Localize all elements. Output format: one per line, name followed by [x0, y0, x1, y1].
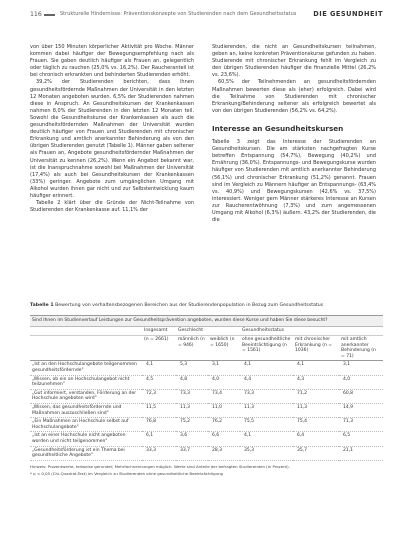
table-cell: 33,3: [142, 446, 176, 460]
table-row-label: „Ist an einer Hochschule nicht angeboten worden und nicht teilgenommen": [30, 432, 142, 446]
table-cell: 3,1: [208, 361, 240, 375]
table-cell: 76,2: [208, 418, 240, 432]
table-row: [30, 403, 383, 417]
table-cell: 71,2: [293, 389, 339, 403]
table-cell: 4,5: [142, 375, 176, 389]
table-cell: 6,5: [339, 432, 383, 446]
table-row-label: „Wissen, das gesundheitsfördernde und Maßnahmen auszuschließen sind": [30, 403, 142, 417]
table-cell: 11,3: [293, 403, 339, 417]
table-subheader: ohne gesundheitliche Beeinträchtigung (n = 1561): [240, 336, 293, 361]
table-cell: 75,2: [176, 418, 208, 432]
table-header-gender: Geschlecht: [176, 327, 240, 336]
table-cell: 11,3: [240, 403, 293, 417]
table-cell: 11,0: [208, 403, 240, 417]
table-cell: 28,3: [208, 446, 240, 460]
table-footnote: * p < 0,05 (Chi-Quadrat-Test) im Vergleich zu Studierenden ohne gesundheitliche Beeinträchtigung: [30, 471, 224, 476]
table-cell: 14,9: [339, 403, 383, 417]
table-cell: 73,3: [176, 389, 208, 403]
table-note: Hinweis: Prozentwerte, teilweise gerundet; Mehrfachnennungen möglich. Werte sind Anteile der befragten Studierenden (in Prozent).: [30, 464, 290, 469]
table-caption-text: Bewertung von verhaltensbezogenen Bereichen aus der Studierendenpopulation in Bezug zum Gesundheitsstatus: [55, 303, 324, 308]
table-row: [30, 446, 383, 460]
body-paragraph: Tabelle 2 klärt über die Gründe der Nicht-Teilnahme von Studierenden der Krankenkasse auf. 11,1% der: [30, 200, 194, 214]
table-cell: 4,1: [240, 432, 293, 446]
header-rule: [44, 14, 55, 16]
section-heading: Interesse an Gesundheitskursen: [212, 123, 344, 133]
table-group-header: [30, 327, 383, 336]
body-paragraph: Studierenden, die nicht an Gesundheitskursen teilnahmen, geben an, keine konkreten Präventionskurse gefunden zu haben. Studierende mit chronischer Erkrankung fehlt im Vergleich zu den übrigen Studierenden häufiger die finanzielle Mittel (26,2% vs. 23,6%).: [212, 44, 376, 79]
table-cell: 4,3: [293, 375, 339, 389]
journal-logo: DIE GESUNDHEIT: [313, 10, 383, 18]
table-row: [30, 432, 383, 446]
table-question-row: [30, 316, 383, 327]
table-cell: 4,0: [208, 375, 240, 389]
table-cell: 4,1: [293, 361, 339, 375]
table-cell: 4,8: [176, 375, 208, 389]
table-body: [30, 361, 383, 460]
running-header: [30, 10, 383, 24]
body-paragraph: 60,5% der Teilnehmenden an gesundheitsfördernden Maßnahmen bewerten diese als (eher) erfolgreich. Dabei wird die Teilnahme von Studierenden mit chronischer Erkrankung/Behinderung seltener als erfolgreich bewertet als von den übrigen Studierenden (56,2% vs. 64,2%).: [212, 79, 376, 114]
table-subheader: männlich (n = 946): [176, 336, 208, 361]
running-title: Strukturelle Hindernisse: Präventionskonzepte von Studierenden nach dem Gesundheitsstatus: [60, 11, 297, 17]
table-row-label: „Gesundheitsförderung ist ein Thema bei gesundheitliche Angebote": [30, 446, 142, 460]
table-cell: 71,3: [339, 418, 383, 432]
table-cell: 76,8: [142, 418, 176, 432]
table-cell: 75,4: [293, 418, 339, 432]
table-cell: 4,1: [240, 361, 293, 375]
table-cell: 21,1: [339, 446, 383, 460]
table-row: [30, 361, 383, 375]
table-cell: 11,5: [142, 403, 176, 417]
table-cell: 73,4: [208, 389, 240, 403]
table-row-label: „Ein Maßnahmen an Hochschule selbst auf Hochschulangebote": [30, 418, 142, 432]
table-row-label: „Ist an den Hochschulangebote teilgenommen gesundheitsfördernde": [30, 361, 142, 375]
table-cell: 6,4: [293, 432, 339, 446]
table-stub-header: [30, 327, 142, 336]
table-cell: 6,6: [208, 432, 240, 446]
table-cell: 75,5: [240, 418, 293, 432]
table-row: [30, 389, 383, 403]
body-paragraph: 39,2% der Studierenden berichten, dass ihnen gesundheitsfördernde Maßnahmen der Universität in den letzten 12 Monaten angeboten wurden. 6,5% der Studierenden nahmen diese in Anspruch. An Gesundheitskursen der Krankenkassen nahmen 8,0% der Studierenden in den letzten 12 Monaten teil. Sowohl die Gesundheitskurse der Krankenkassen als auch die gesundheitsfördernden Maßnahmen der Universität wurden deutlich häufiger von Frauen und Studierenden mit chronischer Erkrankung und amtlich anerkannter Behinderung als von den übrigen Studierenden genutzt (Tabelle 1). Männer gaben seltener als Frauen an, Angebote gesundheitsfördernder Maßnahmen der Universität zu kennen (26,2%). Wenn ein Angebot bekannt war, ist die Inanspruchnahme sowohl bei Maßnahmen der Universität (17,4%) als auch bei Gesundheitskursen der Krankenkassen (33%) geringer. Angebote zum umgänglichen Umgang mit Alkohol wurden ihnen gar nicht und zur Selbstentwicklung kaum häufiger erinnert.: [30, 79, 194, 199]
left-column: [30, 44, 194, 214]
table-cell: 5,3: [176, 361, 208, 375]
table-header-health: Gesundheitsstatus: [240, 327, 383, 336]
table-caption: [30, 303, 383, 308]
table-subheader: (n = 2661): [142, 336, 176, 361]
table-row-label: „Wissen, ob ein an Hochschulangebot nicht teilzunehmen": [30, 375, 142, 389]
table-header-total: Insgesamt: [142, 327, 176, 336]
table-label: Tabelle 1: [30, 303, 54, 308]
table-sub-header: [30, 336, 383, 361]
table-cell: 4,4: [240, 375, 293, 389]
table-subheader: mit amtlich anerkannter Behinderung (n = 71): [339, 336, 383, 361]
table-subheader: weiblich (n = 1650): [208, 336, 240, 361]
page-number: 116: [30, 11, 42, 18]
table-cell: 60,8: [339, 389, 383, 403]
table-row-label: „Gut informiert, verstanden, Förderung an der Hochschule angeboten wird": [30, 389, 142, 403]
table-cell: 11,3: [176, 403, 208, 417]
table-cell: 35,3: [240, 446, 293, 460]
table-cell: 3,1: [339, 361, 383, 375]
table-cell: 72,3: [142, 389, 176, 403]
table-row: [30, 418, 383, 432]
table-cell: 3,6: [176, 432, 208, 446]
table-subheader: mit chronischer Erkrankung (n = 1036): [293, 336, 339, 361]
body-paragraph: von über 150 Minuten körperlicher Aktivität pro Woche. Männer kommen dabei häufiger der Bewegungsempfehlung nach als Frauen. Sie gaben deutlich häufiger als Frauen an, gelegentlich oder täglich zu rauchen (25,0% vs. 16,2%). Der Raucheranteil ist bei chronisch erkrankten und behinderten Studierenden erhöht.: [30, 44, 194, 79]
table-cell: 33,7: [176, 446, 208, 460]
table-row: [30, 375, 383, 389]
right-column: [212, 44, 376, 224]
table-cell: 73,3: [240, 389, 293, 403]
table-question: Sind Ihnen im Studienverlauf Leistungen zur Gesundheitsprävention angeboten, wurden diese Kurse und haben Sie diese besucht?: [30, 316, 383, 327]
results-table: [30, 315, 383, 461]
table-stub-header: [30, 336, 142, 361]
table-cell: 35,7: [293, 446, 339, 460]
table-cell: 4,1: [142, 361, 176, 375]
table-cell: 6,1: [142, 432, 176, 446]
body-paragraph: Tabelle 3 zeigt das Interesse der Studierenden an Gesundheitskursen. Die am stärksten nachgefragten Kurse betreffen Entspannung (54,7%), Bewegung (40,2%) und Ernährung (36,0%). Entspannungs- und Bewegungskurse wurden häufiger von Studierenden mit amtlich anerkannter Behinderung (56,1%) und chronischer Erkrankung (51,2%) genannt. Frauen sind im Vergleich zu Männern häufiger an Entspannungs- (63,4% vs. 40,9%) und Bewegungskursen (42,6% vs. 37,5%) interessiert. Weniger gern Männer stärkeres Interesse an Kursen zur Raucherentwöhnung (7,3%) und zum angemessenen Umgang mit Alkohol (6,3%) äußern. 43,2% der Studierenden, die die: [212, 139, 376, 224]
table-cell: 4,0: [339, 375, 383, 389]
